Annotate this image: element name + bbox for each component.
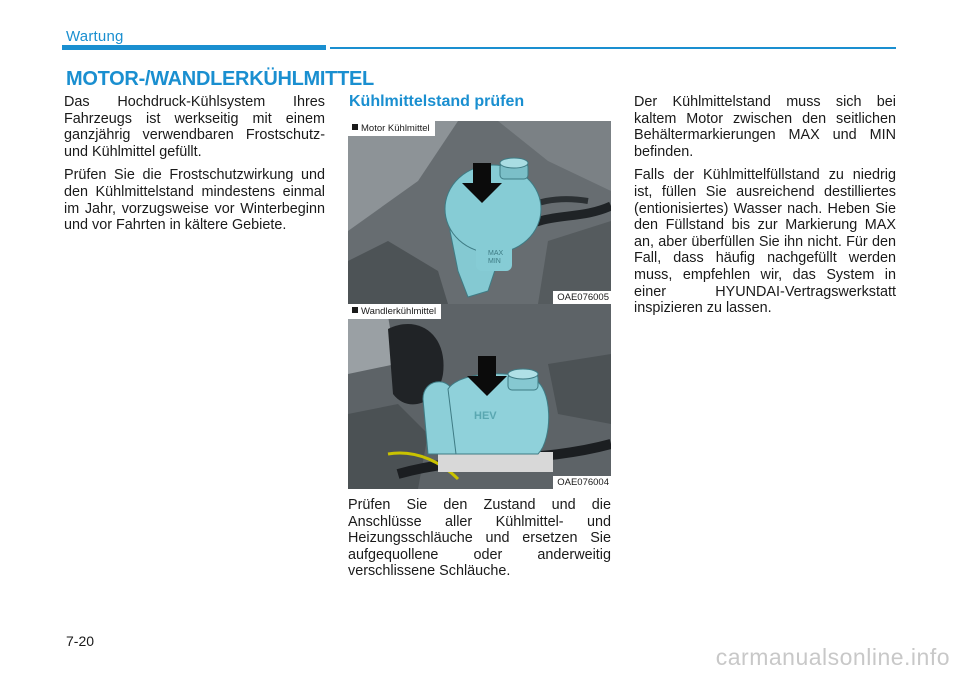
level-paragraph: Der Kühlmittelstand muss sich bei kaltem Motor zwischen den seitlichen Behältermarkierungen MAX und MIN befinden.: [634, 94, 896, 160]
column-3: [634, 94, 896, 324]
header-rule-thin: [330, 47, 896, 49]
tank-min-mark: MIN: [488, 258, 501, 265]
chapter-title: MOTOR-/WANDLERKÜHLMITTEL: [66, 68, 374, 90]
column-1: [64, 94, 325, 241]
figure-label: [348, 304, 441, 319]
intro-paragraph: Das Hochdruck-Kühlsystem Ihres Fahrzeugs ist werkseitig mit einem ganzjährig verwendbaren Frostschutz- und Kühlmittel gefüllt.: [64, 94, 325, 160]
tank-max-mark: MAX: [488, 250, 504, 257]
tank-hev-mark: HEV: [474, 410, 497, 422]
section-label: Wartung: [66, 28, 124, 45]
refill-paragraph: Falls der Kühlmittelfüllstand zu niedrig ist, füllen Sie ausreichend destilliertes (entionisiertes) Wasser nach. Heben Sie den Füllstand bis zur Markierung MAX an, aber überfüllen Sie ihn nicht. Für den Fall, dass häufig nachgefüllt werden muss, empfehlen wir, das System in einer HYUNDAI-Vertragswerkstatt inspizieren zu lassen.: [634, 167, 896, 317]
square-bullet-icon: [352, 307, 358, 313]
figure-label-text: Motor Kühlmittel: [361, 123, 430, 134]
figure-label: [348, 121, 435, 136]
figure-code: OAE076004: [553, 476, 611, 489]
figure-code: OAE076005: [553, 291, 611, 304]
header-rule-thick: [62, 45, 326, 50]
watermark: carmanualsonline.info: [715, 644, 950, 670]
figure-label-text: Wandlerkühlmittel: [361, 306, 437, 317]
column-2-text: [348, 497, 611, 587]
check-frequency-paragraph: Prüfen Sie die Frostschutzwirkung und den Kühlmittelstand mindestens einmal im Jahr, vorzugsweise vor Winterbeginn und vor Fahrten in kältere Gebiete.: [64, 167, 325, 234]
page-number: 7-20: [66, 633, 95, 649]
square-bullet-icon: [352, 124, 358, 130]
engine-coolant-illustration: [348, 121, 611, 304]
figure-inverter-coolant: [348, 304, 611, 489]
hose-check-paragraph: Prüfen Sie den Zustand und die Anschlüsse aller Kühlmittel- und Heizungsschläuche und ersetzen Sie aufgequollene oder anderweitig verschlissene Schläuche.: [348, 497, 611, 580]
figure-engine-coolant: [348, 121, 611, 304]
inverter-coolant-illustration: [348, 304, 611, 489]
subsection-heading: Kühlmittelstand prüfen: [349, 93, 525, 110]
